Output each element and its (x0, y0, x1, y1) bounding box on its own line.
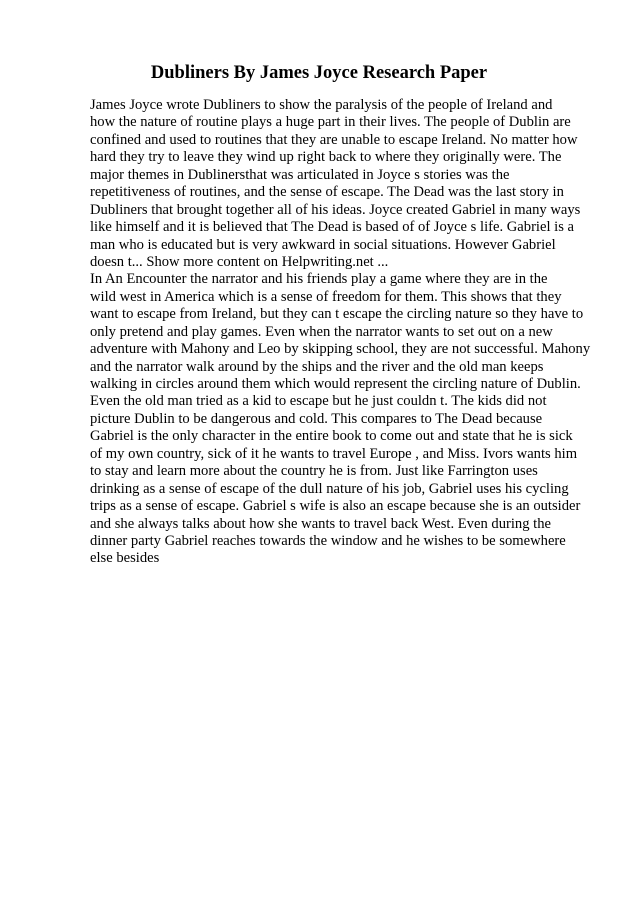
body-line: In An Encounter the narrator and his friends play a game where they are in the (90, 271, 548, 288)
body-line: doesn t... Show more content on Helpwriting.net ... (90, 253, 389, 270)
body-line: and the narrator walk around by the ships and the river and the old man keeps (90, 358, 544, 375)
body-line: how the nature of routine plays a huge part in their lives. The people of Dublin are (90, 114, 571, 131)
body-line: want to escape from Ireland, but they can t escape the circling nature so they have to (90, 306, 584, 323)
body-line: to stay and learn more about the country he is from. Just like Farrington uses (90, 463, 538, 480)
body-line: hard they try to leave they wind up right back to where they originally were. The (90, 149, 562, 166)
body-line: like himself and it is believed that The Dead is based of of Joyce s life. Gabriel is a (90, 219, 575, 236)
body-line: man who is educated but is very awkward in social situations. However Gabriel (90, 236, 556, 253)
body-line: Gabriel is the only character in the entire book to come out and state that he is sick (90, 428, 573, 445)
body-line: dinner party Gabriel reaches towards the window and he wishes to be somewhere (90, 532, 566, 549)
body-line: trips as a sense of escape. Gabriel s wife is also an escape because she is an outsider (90, 498, 581, 515)
document-body (90, 97, 590, 568)
document-title: Dubliners By James Joyce Research Paper (150, 63, 488, 83)
body-line: Dubliners that brought together all of his ideas. Joyce created Gabriel in many ways (90, 201, 581, 218)
body-line: only pretend and play games. Even when the narrator wants to set out on a new (90, 323, 553, 340)
body-line: adventure with Mahony and Leo by skipping school, they are not successful. Mahony (90, 341, 591, 358)
body-line: Even the old man tried as a kid to escape but he just couldn t. The kids did not (90, 393, 547, 410)
body-line: wild west in America which is a sense of freedom for them. This shows that they (90, 288, 562, 305)
body-line: picture Dublin to be dangerous and cold. This compares to The Dead because (90, 410, 543, 427)
body-line: confined and used to routines that they are unable to escape Ireland. No matter how (90, 131, 578, 148)
body-line: James Joyce wrote Dubliners to show the paralysis of the people of Ireland and (90, 97, 553, 113)
body-line: drinking as a sense of escape of the dull nature of his job, Gabriel uses his cycling (90, 480, 569, 497)
body-line: major themes in Dublinersthat was articulated in Joyce s stories was the (90, 166, 510, 183)
body-line: of my own country, sick of it he wants to travel Europe , and Miss. Ivors wants him (90, 445, 578, 462)
body-line: repetitiveness of routines, and the sense of escape. The Dead was the last story in (90, 184, 564, 201)
body-line: else besides (90, 550, 160, 567)
body-line: walking in circles around them which would represent the circling nature of Dublin. (90, 376, 581, 392)
body-line: and she always talks about how she wants to travel back West. Even during the (90, 515, 551, 532)
